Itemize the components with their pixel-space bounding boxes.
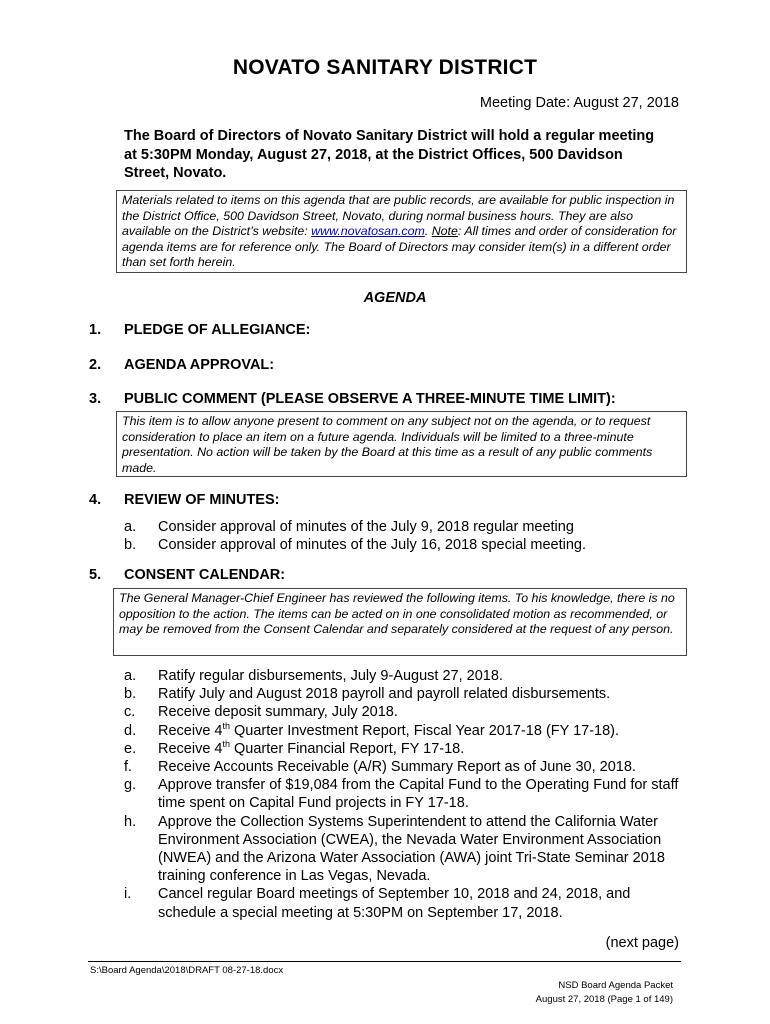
agenda-heading: AGENDA bbox=[363, 290, 427, 306]
item-text-part: Receive 4 bbox=[158, 722, 223, 739]
list-item bbox=[124, 536, 684, 554]
materials-text-after-link: . bbox=[424, 224, 432, 238]
consent-calendar-box: The General Manager-Chief Engineer has reviewed the following items. To his knowledge, there is no opposition to the action. The items can be acted on in one consolidated motion as recommended, or may be removed from the Consent Calendar and separately considered at the request of any person. bbox=[113, 588, 687, 656]
footer-packet-info bbox=[536, 979, 673, 1006]
item-text: Approve the Collection Systems Superintendent to attend the California Water Environment Association (CWEA), the Nevada Water Environment Association (NWEA) and the Arizona Water Association (AWA) joint Tri-State Seminar 2018 training conference in Las Vegas, Nevada. bbox=[158, 813, 665, 885]
item-text-part: Quarter Financial Report, FY 17-18. bbox=[230, 740, 465, 757]
list-item bbox=[124, 885, 684, 921]
list-item bbox=[124, 740, 684, 758]
section-number: 3. bbox=[89, 391, 102, 407]
section-label: CONSENT CALENDAR: bbox=[124, 567, 286, 583]
item-letter: g. bbox=[124, 777, 137, 794]
section-label: REVIEW OF MINUTES: bbox=[124, 492, 280, 508]
list-item bbox=[124, 703, 684, 721]
list-item bbox=[124, 722, 684, 740]
item-text: Consider approval of minutes of the July 16, 2018 special meeting. bbox=[158, 537, 586, 554]
meeting-date: Meeting Date: August 27, 2018 bbox=[479, 95, 679, 111]
consent-list bbox=[124, 667, 684, 922]
item-letter: b. bbox=[124, 537, 137, 554]
list-item bbox=[124, 776, 684, 812]
materials-text: Materials related to items on this agenda that are public records, are available for public inspection in the District Office, 500 Davidson Street, Novato, during normal business hours. They are also available on the District’s website: bbox=[122, 193, 675, 238]
ordinal-suffix: th bbox=[222, 720, 230, 731]
note-label: Note bbox=[431, 224, 458, 238]
section-label: AGENDA APPROVAL: bbox=[124, 357, 275, 373]
item-letter: d. bbox=[124, 722, 137, 739]
footer-file-path: S:\Board Agenda\2018\DRAFT 08-27-18.docx bbox=[90, 965, 284, 976]
section-number: 1. bbox=[89, 322, 102, 338]
item-text bbox=[158, 720, 620, 739]
section-number: 4. bbox=[89, 492, 102, 508]
item-text-part: Quarter Investment Report, Fiscal Year 2017-18 (FY 17-18). bbox=[230, 722, 620, 739]
item-text bbox=[158, 738, 465, 757]
meeting-intro: The Board of Directors of Novato Sanitary District will hold a regular meeting at 5:30PM Monday, August 27, 2018, at the District Offices, 500 Davidson Street, Novato. bbox=[124, 128, 655, 181]
footer-divider bbox=[88, 961, 681, 962]
list-item bbox=[124, 758, 684, 776]
item-text: Cancel regular Board meetings of September 10, 2018 and 24, 2018, and schedule a special meeting at 5:30PM on September 17, 2018. bbox=[158, 886, 631, 921]
materials-notice-box bbox=[116, 190, 687, 273]
item-text: Consider approval of minutes of the July 9, 2018 regular meeting bbox=[158, 519, 574, 535]
packet-title: NSD Board Agenda Packet bbox=[558, 980, 673, 991]
list-item bbox=[124, 667, 684, 685]
item-letter: b. bbox=[124, 686, 137, 703]
item-letter: a. bbox=[124, 519, 137, 535]
ordinal-suffix: th bbox=[222, 738, 230, 749]
item-letter: a. bbox=[124, 668, 137, 684]
item-text: Ratify regular disbursements, July 9-August 27, 2018. bbox=[158, 668, 503, 684]
item-letter: h. bbox=[124, 813, 137, 830]
list-item bbox=[124, 518, 684, 536]
note-text: : All times and order of consideration for agenda items are for reference only. The Board of Directors may consider item(s) in a different order than set forth herein. bbox=[122, 224, 677, 269]
item-letter: i. bbox=[124, 886, 132, 903]
item-text-part: Receive 4 bbox=[158, 740, 223, 757]
item-text: Receive deposit summary, July 2018. bbox=[158, 704, 398, 721]
section-number: 2. bbox=[89, 357, 102, 373]
list-item bbox=[124, 813, 684, 886]
page-title: NOVATO SANITARY DISTRICT bbox=[232, 56, 538, 79]
item-text: Ratify July and August 2018 payroll and payroll related disbursements. bbox=[158, 686, 611, 703]
item-text: Approve transfer of $19,084 from the Capital Fund to the Operating Fund for staff time spent on Capital Fund projects in FY 17-18. bbox=[158, 777, 679, 812]
page-info: August 27, 2018 (Page 1 of 149) bbox=[535, 993, 673, 1005]
list-item bbox=[124, 685, 684, 703]
minutes-list bbox=[124, 518, 684, 554]
section-label: PLEDGE OF ALLEGIANCE: bbox=[124, 322, 311, 338]
next-page-indicator: (next page) bbox=[605, 935, 679, 951]
item-letter: e. bbox=[124, 740, 137, 757]
website-link[interactable]: www.novatosan.com bbox=[311, 224, 425, 238]
section-number: 5. bbox=[89, 567, 102, 583]
item-letter: f. bbox=[124, 759, 133, 776]
public-comment-box: This item is to allow anyone present to comment on any subject not on the agenda, or to request consideration to place an item on a future agenda. Individuals will be limited to a three-minute presentation. No action will be taken by the Board at this time as a result of any public comments made. bbox=[116, 411, 687, 477]
item-letter: c. bbox=[124, 704, 136, 721]
item-text: Receive Accounts Receivable (A/R) Summary Report as of June 30, 2018. bbox=[158, 759, 636, 776]
section-label: PUBLIC COMMENT (PLEASE OBSERVE A THREE-MINUTE TIME LIMIT): bbox=[124, 391, 616, 407]
